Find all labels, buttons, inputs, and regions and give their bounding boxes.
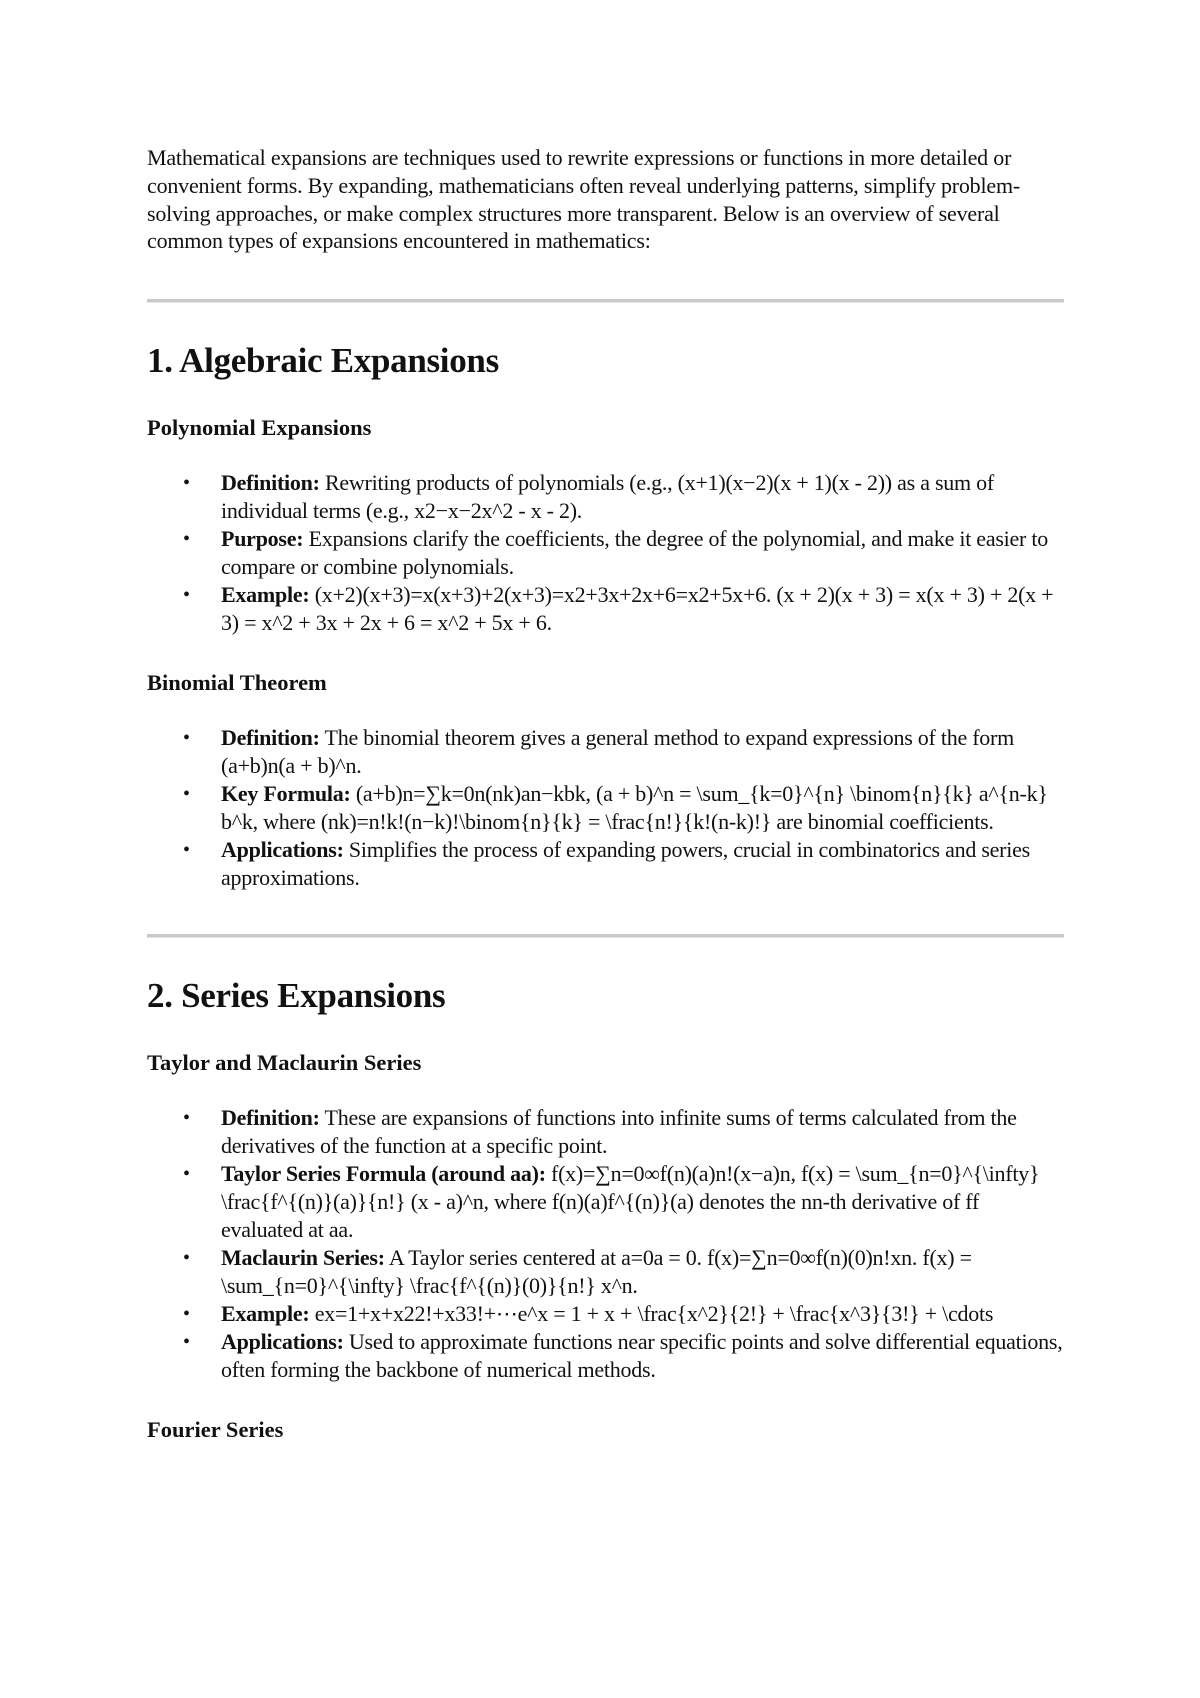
section-heading-series: 2. Series Expansions <box>147 976 446 1016</box>
item-label: Example: <box>221 582 310 608</box>
item-label: Definition: <box>221 725 320 751</box>
subheading-binomial-theorem: Binomial Theorem <box>147 670 327 696</box>
section-heading-algebraic: 1. Algebraic Expansions <box>147 341 499 381</box>
section-divider <box>147 934 1064 938</box>
item-text: A Taylor series centered at a=0a = 0. f(x)=∑n=0∞f(n)(0)n!xn. f(x) = \sum_{n=0}^{\infty} \frac{f^{(n)}(0)}{n!} x^n. <box>221 1245 978 1299</box>
section-divider <box>147 299 1064 303</box>
list-item <box>147 724 1064 780</box>
item-label: Definition: <box>221 470 320 496</box>
list-item <box>147 836 1064 892</box>
item-text: (a+b)n=∑k=0n(nk)an−kbk, (a + b)^n = \sum_{k=0}^{n} \binom{n}{k} a^{n-k} b^k, where (nk)=n!k!(n−k)!\binom{n}{k} = \frac{n!}{k!(n-k)!} are binomial coefficients. <box>221 781 1053 835</box>
binomial-list <box>147 724 1064 892</box>
item-label: Key Formula: <box>221 781 351 807</box>
list-item <box>147 1244 1064 1300</box>
item-label: Definition: <box>221 1105 320 1131</box>
list-item <box>147 1300 1064 1328</box>
item-text: f(x)=∑n=0∞f(n)(a)n!(x−a)n, f(x) = \sum_{n=0}^{\infty} \frac{f^{(n)}(a)}{n!} (x - a)^n, where f(n)(a)f^{(n)}(a) denotes the nn-th derivative of ff evaluated at aa. <box>221 1161 1045 1243</box>
item-label: Applications: <box>221 1329 344 1355</box>
item-label: Maclaurin Series: <box>221 1245 385 1271</box>
item-text: (x+2)(x+3)=x(x+3)+2(x+3)=x2+3x+2x+6=x2+5x+6. (x + 2)(x + 3) = x(x + 3) + 2(x + 3) = x^2 + 3x + 2x + 6 = x^2 + 5x + 6. <box>221 582 1059 636</box>
item-label: Taylor Series Formula (around aa): <box>221 1161 546 1187</box>
item-label: Example: <box>221 1301 310 1327</box>
document-page <box>147 0 1068 1444</box>
subheading-polynomial-expansions: Polynomial Expansions <box>147 415 372 441</box>
item-label: Applications: <box>221 837 344 863</box>
list-item <box>147 1160 1064 1244</box>
list-item <box>147 780 1064 836</box>
subheading-taylor-maclaurin: Taylor and Maclaurin Series <box>147 1050 422 1076</box>
item-text: Simplifies the process of expanding powers, crucial in combinatorics and series approximations. <box>221 837 1036 891</box>
list-item <box>147 1328 1068 1384</box>
polynomial-list <box>147 469 1064 637</box>
item-label: Purpose: <box>221 526 304 552</box>
item-text: ex=1+x+x22!+x33!+⋯e^x = 1 + x + \frac{x^2}{2!} + \frac{x^3}{3!} + \cdots <box>309 1301 994 1327</box>
item-text: The binomial theorem gives a general method to expand expressions of the form (a+b)n(a + b)^n. <box>221 725 1020 779</box>
item-text: Rewriting products of polynomials (e.g., (x+1)(x−2)(x + 1)(x - 2)) as a sum of individual terms (e.g., x2−x−2x^2 - x - 2). <box>221 470 1000 524</box>
taylor-list <box>147 1104 1068 1384</box>
list-item <box>147 581 1064 637</box>
list-item <box>147 1104 1064 1160</box>
item-text: These are expansions of functions into infinite sums of terms calculated from the derivatives of the function at a specific point. <box>221 1105 1022 1159</box>
intro-paragraph: Mathematical expansions are techniques used to rewrite expressions or functions in more detailed or convenient forms. By expanding, mathematicians often reveal underlying patterns, simplify problem-solving approaches, or make complex structures more transparent. Below is an overview of several common types of expansions encountered in mathematics: <box>147 145 1020 254</box>
subheading-fourier-series: Fourier Series <box>147 1417 284 1443</box>
list-item <box>147 469 1064 525</box>
item-text: Expansions clarify the coefficients, the degree of the polynomial, and make it easier to compare or combine polynomials. <box>221 526 1054 580</box>
item-text: Used to approximate functions near specific points and solve differential equations, often forming the backbone of numerical methods. <box>221 1329 1068 1383</box>
list-item <box>147 525 1064 581</box>
